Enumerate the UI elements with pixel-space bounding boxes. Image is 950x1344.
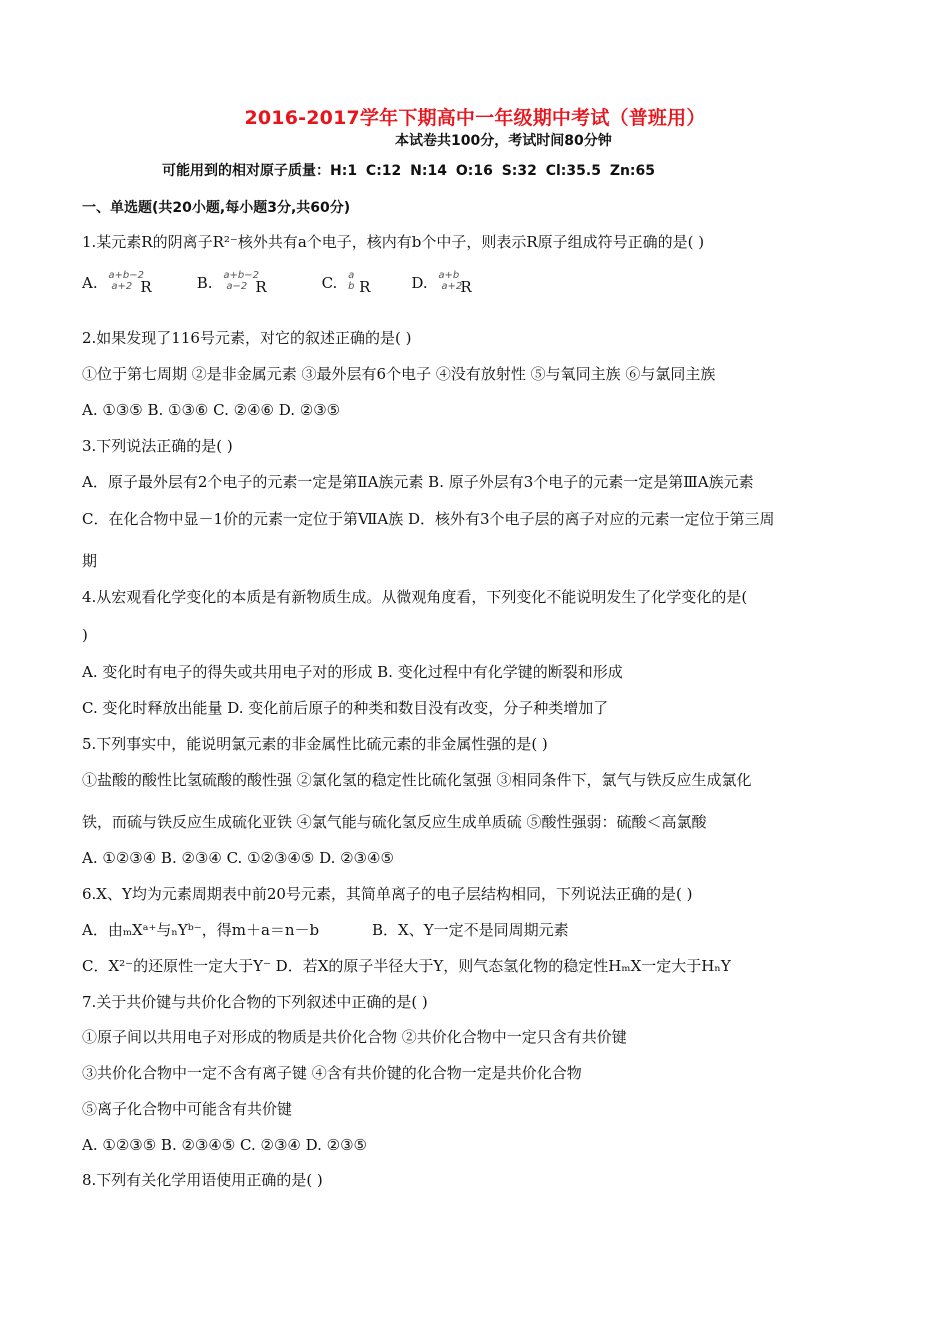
element-symbol: R	[255, 278, 267, 296]
page-title: 2016-2017学年下期高中一年级期中考试（普班用）	[244, 107, 706, 129]
element-symbol: R	[460, 278, 472, 296]
question-5-items-1: ①盐酸的酸性比氢硫酸的酸性强 ②氯化氢的稳定性比硫化氢强 ③相同条件下，氯气与铁反应生成氯化	[82, 771, 752, 789]
question-7-options: A. ①②③⑤ B. ②③④⑤ C. ②③④ D. ②③⑤	[82, 1136, 367, 1154]
nuclide-symbol	[432, 269, 492, 299]
mass-number: a+b−2	[108, 270, 144, 281]
question-3-options-ab: A．原子最外层有2个电子的元素一定是第ⅡA族元素 B. 原子外层有3个电子的元素一定是第ⅢA族元素	[82, 473, 754, 491]
exam-info: 本试卷共100分，考试时间80分钟	[395, 133, 612, 149]
question-4-stem-end: )	[82, 626, 88, 644]
mass-number: a	[348, 270, 355, 281]
nuclide-symbol	[342, 269, 382, 299]
option-label: C.	[321, 274, 338, 292]
question-2-options: A. ①③⑤ B. ①③⑥ C. ②④⑥ D. ②③⑤	[82, 401, 341, 419]
option-b	[197, 269, 317, 299]
question-6-options-ab	[82, 920, 890, 940]
nuclide-symbol	[217, 269, 277, 299]
option-label: A.	[82, 274, 98, 292]
atomic-number: a+2	[441, 281, 463, 292]
option-a	[82, 269, 192, 299]
question-4-stem: 4.从宏观看化学变化的本质是有新物质生成。从微观角度看，下列变化不能说明发生了化学变化的是(	[82, 588, 748, 606]
option-d	[411, 269, 531, 299]
question-4-options-cd: C. 变化时释放出能量 D. 变化前后原子的种类和数目没有改变，分子种类增加了	[82, 699, 609, 717]
question-6-options-cd: C．X²⁻的还原性一定大于Y⁻ D．若X的原子半径大于Y，则气态氢化物的稳定性HₘX一定大于HₙY	[82, 957, 731, 975]
question-7-items-1: ①原子间以共用电子对形成的物质是共价化合物 ②共价化合物中一定只含有共价键	[82, 1028, 627, 1046]
question-2-stem: 2.如果发现了116号元素，对它的叙述正确的是( )	[82, 329, 412, 347]
option-label: B.	[196, 274, 213, 292]
question-1-stem: 1.某元素R的阴离子R²⁻核外共有a个电子，核内有b个中子，则表示R原子组成符号正确的是( )	[82, 233, 705, 251]
nuclide-symbol	[102, 269, 162, 299]
question-1-options	[82, 269, 890, 303]
question-6-stem: 6.X、Y均为元素周期表中前20号元素，其简单离子的电子层结构相同，下列说法正确的是( )	[82, 885, 693, 903]
option-a: A．由ₘXᵃ⁺与ₙYᵇ⁻，得m＋a＝n－b	[82, 921, 320, 939]
question-4-options-ab: A. 变化时有电子的得失或共用电子对的形成 B. 变化过程中有化学键的断裂和形成	[82, 663, 623, 681]
mass-number: a+b−2	[223, 270, 259, 281]
option-c	[322, 269, 407, 299]
question-3-options-cd: C．在化合物中显－1价的元素一定位于第ⅦA族 D．核外有3个电子层的离子对应的元素一定位于第三周	[82, 510, 775, 528]
option-label: D.	[411, 274, 428, 292]
question-7-items-2: ③共价化合物中一定不含有离子键 ④含有共价键的化合物一定是共价化合物	[82, 1064, 582, 1082]
atomic-number: a−2	[226, 281, 248, 292]
atomic-number: b	[348, 281, 355, 292]
atomic-number: a+2	[111, 281, 133, 292]
option-b: B．X、Y一定不是同周期元素	[372, 921, 569, 939]
question-3-continuation: 期	[82, 552, 98, 570]
mass-number: a+b	[438, 270, 460, 281]
question-5-stem: 5.下列事实中，能说明氯元素的非金属性比硫元素的非金属性强的是( )	[82, 735, 548, 753]
section-heading: 一、单选题(共20小题,每小题3分,共60分)	[82, 200, 351, 216]
atomic-masses: 可能用到的相对原子质量：H:1 C:12 N:14 O:16 S:32 Cl:35.5 Zn:65	[162, 163, 656, 179]
question-8-stem: 8.下列有关化学用语使用正确的是( )	[82, 1171, 323, 1189]
element-symbol: R	[140, 278, 152, 296]
question-5-items-2: 铁，而硫与铁反应生成硫化亚铁 ④氯气能与硫化氢反应生成单质硫 ⑤酸性强弱：硫酸＜高氯酸	[82, 813, 707, 831]
question-7-items-3: ⑤离子化合物中可能含有共价键	[82, 1100, 293, 1118]
element-symbol: R	[359, 278, 371, 296]
question-3-stem: 3.下列说法正确的是( )	[82, 437, 233, 455]
question-7-stem: 7.关于共价键与共价化合物的下列叙述中正确的是( )	[82, 993, 428, 1011]
question-5-options: A. ①②③④ B. ②③④ C. ①②③④⑤ D. ②③④⑤	[82, 849, 394, 867]
question-2-items: ①位于第七周期 ②是非金属元素 ③最外层有6个电子 ④没有放射性 ⑤与氧同主族 ⑥与氯同主族	[82, 365, 716, 383]
